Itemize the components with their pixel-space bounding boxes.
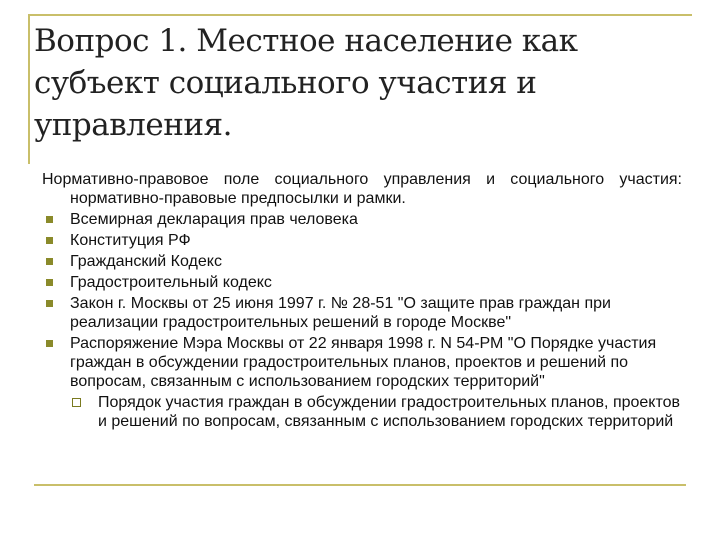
slide-body	[42, 170, 682, 431]
list-item	[42, 210, 682, 229]
list-item	[42, 334, 682, 391]
slide-border-bottom	[34, 484, 686, 486]
slide-border-left	[28, 14, 30, 164]
square-bullet-icon	[46, 300, 53, 307]
list-item	[42, 231, 682, 250]
square-bullet-icon	[46, 258, 53, 265]
intro-text: Нормативно-правовое поле социального управления и социального участия: нормативно-правовые предпосылки и рамки.	[42, 171, 682, 207]
list-item-text: Всемирная декларация прав человека	[70, 211, 358, 228]
sub-list-item-text: Порядок участия граждан в обсуждении градостроительных планов, проектов и решений по вопросам, связанным с использованием городских территорий	[98, 394, 681, 430]
list-item-text: Распоряжение Мэра Москвы от 22 января 1998 г. N 54-РМ "О Порядке участия граждан в обсуждении градостроительных планов, проектов и решений по вопросам, связанным с использованием городских территорий"	[70, 335, 657, 390]
square-bullet-icon	[46, 279, 53, 286]
hollow-square-bullet-icon	[72, 398, 81, 407]
slide-title: Вопрос 1. Местное население как субъект социального участия и управления.	[34, 23, 578, 143]
list-item-text: Гражданский Кодекс	[70, 253, 222, 270]
list-item	[42, 294, 682, 332]
list-item	[42, 273, 682, 292]
list-item	[42, 252, 682, 271]
square-bullet-icon	[46, 216, 53, 223]
square-bullet-icon	[46, 340, 53, 347]
square-bullet-icon	[46, 237, 53, 244]
sub-list-item	[42, 393, 682, 431]
list-item-text: Закон г. Москвы от 25 июня 1997 г. № 28-51 "О защите прав граждан при реализации градостроительных решений в городе Москве"	[70, 295, 611, 331]
list-item-text: Конституция РФ	[70, 232, 191, 249]
slide-border-top	[28, 14, 692, 16]
list-item-text: Градостроительный кодекс	[70, 274, 272, 291]
